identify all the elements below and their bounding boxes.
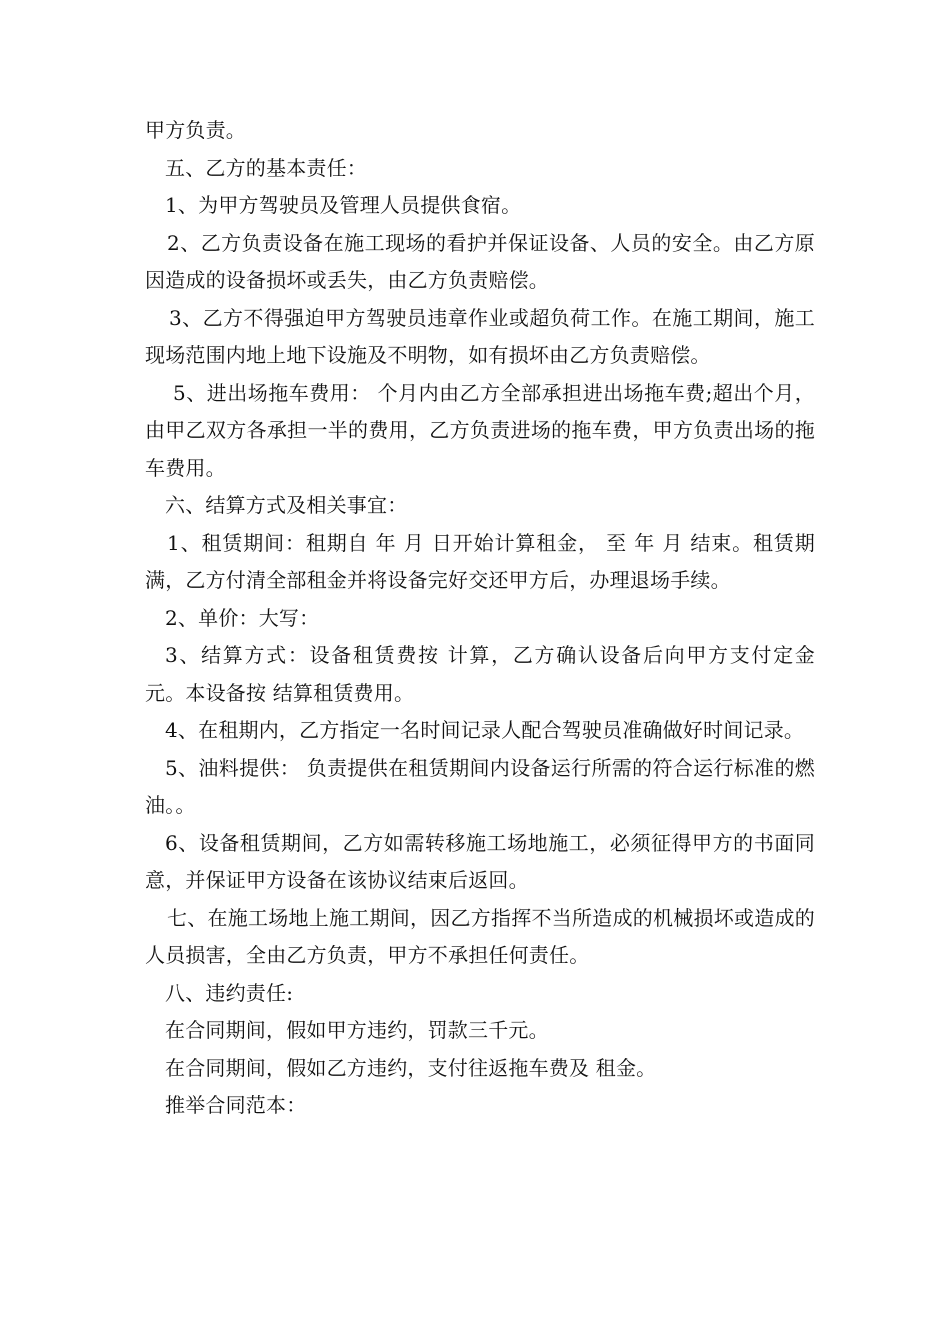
section-8-party-b-breach: 在合同期间，假如乙方违约，支付往返拖车费及 租金。 — [165, 1055, 657, 1080]
document-body — [145, 112, 815, 1125]
section-6-item-6: 6、设备租赁期间，乙方如需转移施工场地施工，必须征得甲方的书面同意，并保证甲方设备在该协议结束后返回。 — [145, 830, 815, 892]
section-6-item-4: 4、在租期内，乙方指定一名时间记录人配合驾驶员准确做好时间记录。 — [165, 718, 805, 742]
section-8-party-a-breach: 在合同期间，假如甲方违约，罚款三千元。 — [165, 1018, 549, 1042]
section-6-heading: 六、结算方式及相关事宜： — [165, 493, 408, 517]
section-6-item-5: 5、油料提供： 负责提供在租赁期间内设备运行所需的符合运行标准的燃油。。 — [145, 755, 815, 817]
section-5-item-1: 1、为甲方驾驶员及管理人员提供食宿。 — [165, 193, 522, 217]
section-6-item-2: 2、单价：大写： — [165, 605, 320, 630]
section-6-item-1: 1、租赁期间：租期自 年 月 日开始计算租金， 至 年 月 结束。租赁期满，乙方付清全部租金并将设备完好交还甲方后，办理退场手续。 — [145, 530, 815, 592]
section-6-item-3: 3、结算方式：设备租赁费按 计算，乙方确认设备后向甲方支付定金 元。本设备按 结算租赁费用。 — [145, 643, 815, 705]
section-5-item-3: 3、乙方不得强迫甲方驾驶员违章作业或超负荷工作。在施工期间，施工现场范围内地上地下设施及不明物，如有损坏由乙方负责赔偿。 — [145, 305, 815, 367]
paragraph-continuation: 甲方负责。 — [145, 118, 246, 142]
recommended-template-heading: 推举合同范本： — [165, 1093, 307, 1117]
section-7-paragraph: 七、在施工场地上施工期间，因乙方指挥不当所造成的机械损坏或造成的人员损害，全由乙方负责，甲方不承担任何责任。 — [145, 905, 815, 967]
section-5-heading: 五、乙方的基本责任： — [165, 155, 367, 180]
section-5-item-2: 2、乙方负责设备在施工现场的看护并保证设备、人员的安全。由乙方原因造成的设备损坏或丢失，由乙方负责赔偿。 — [145, 230, 815, 292]
section-5-item-5: 5、进出场拖车费用： 个月内由乙方全部承担进出场拖车费;超出个月，由甲乙双方各承担一半的费用，乙方负责进场的拖车费，甲方负责出场的拖车费用。 — [145, 380, 815, 480]
section-8-heading: 八、违约责任: — [165, 980, 294, 1005]
